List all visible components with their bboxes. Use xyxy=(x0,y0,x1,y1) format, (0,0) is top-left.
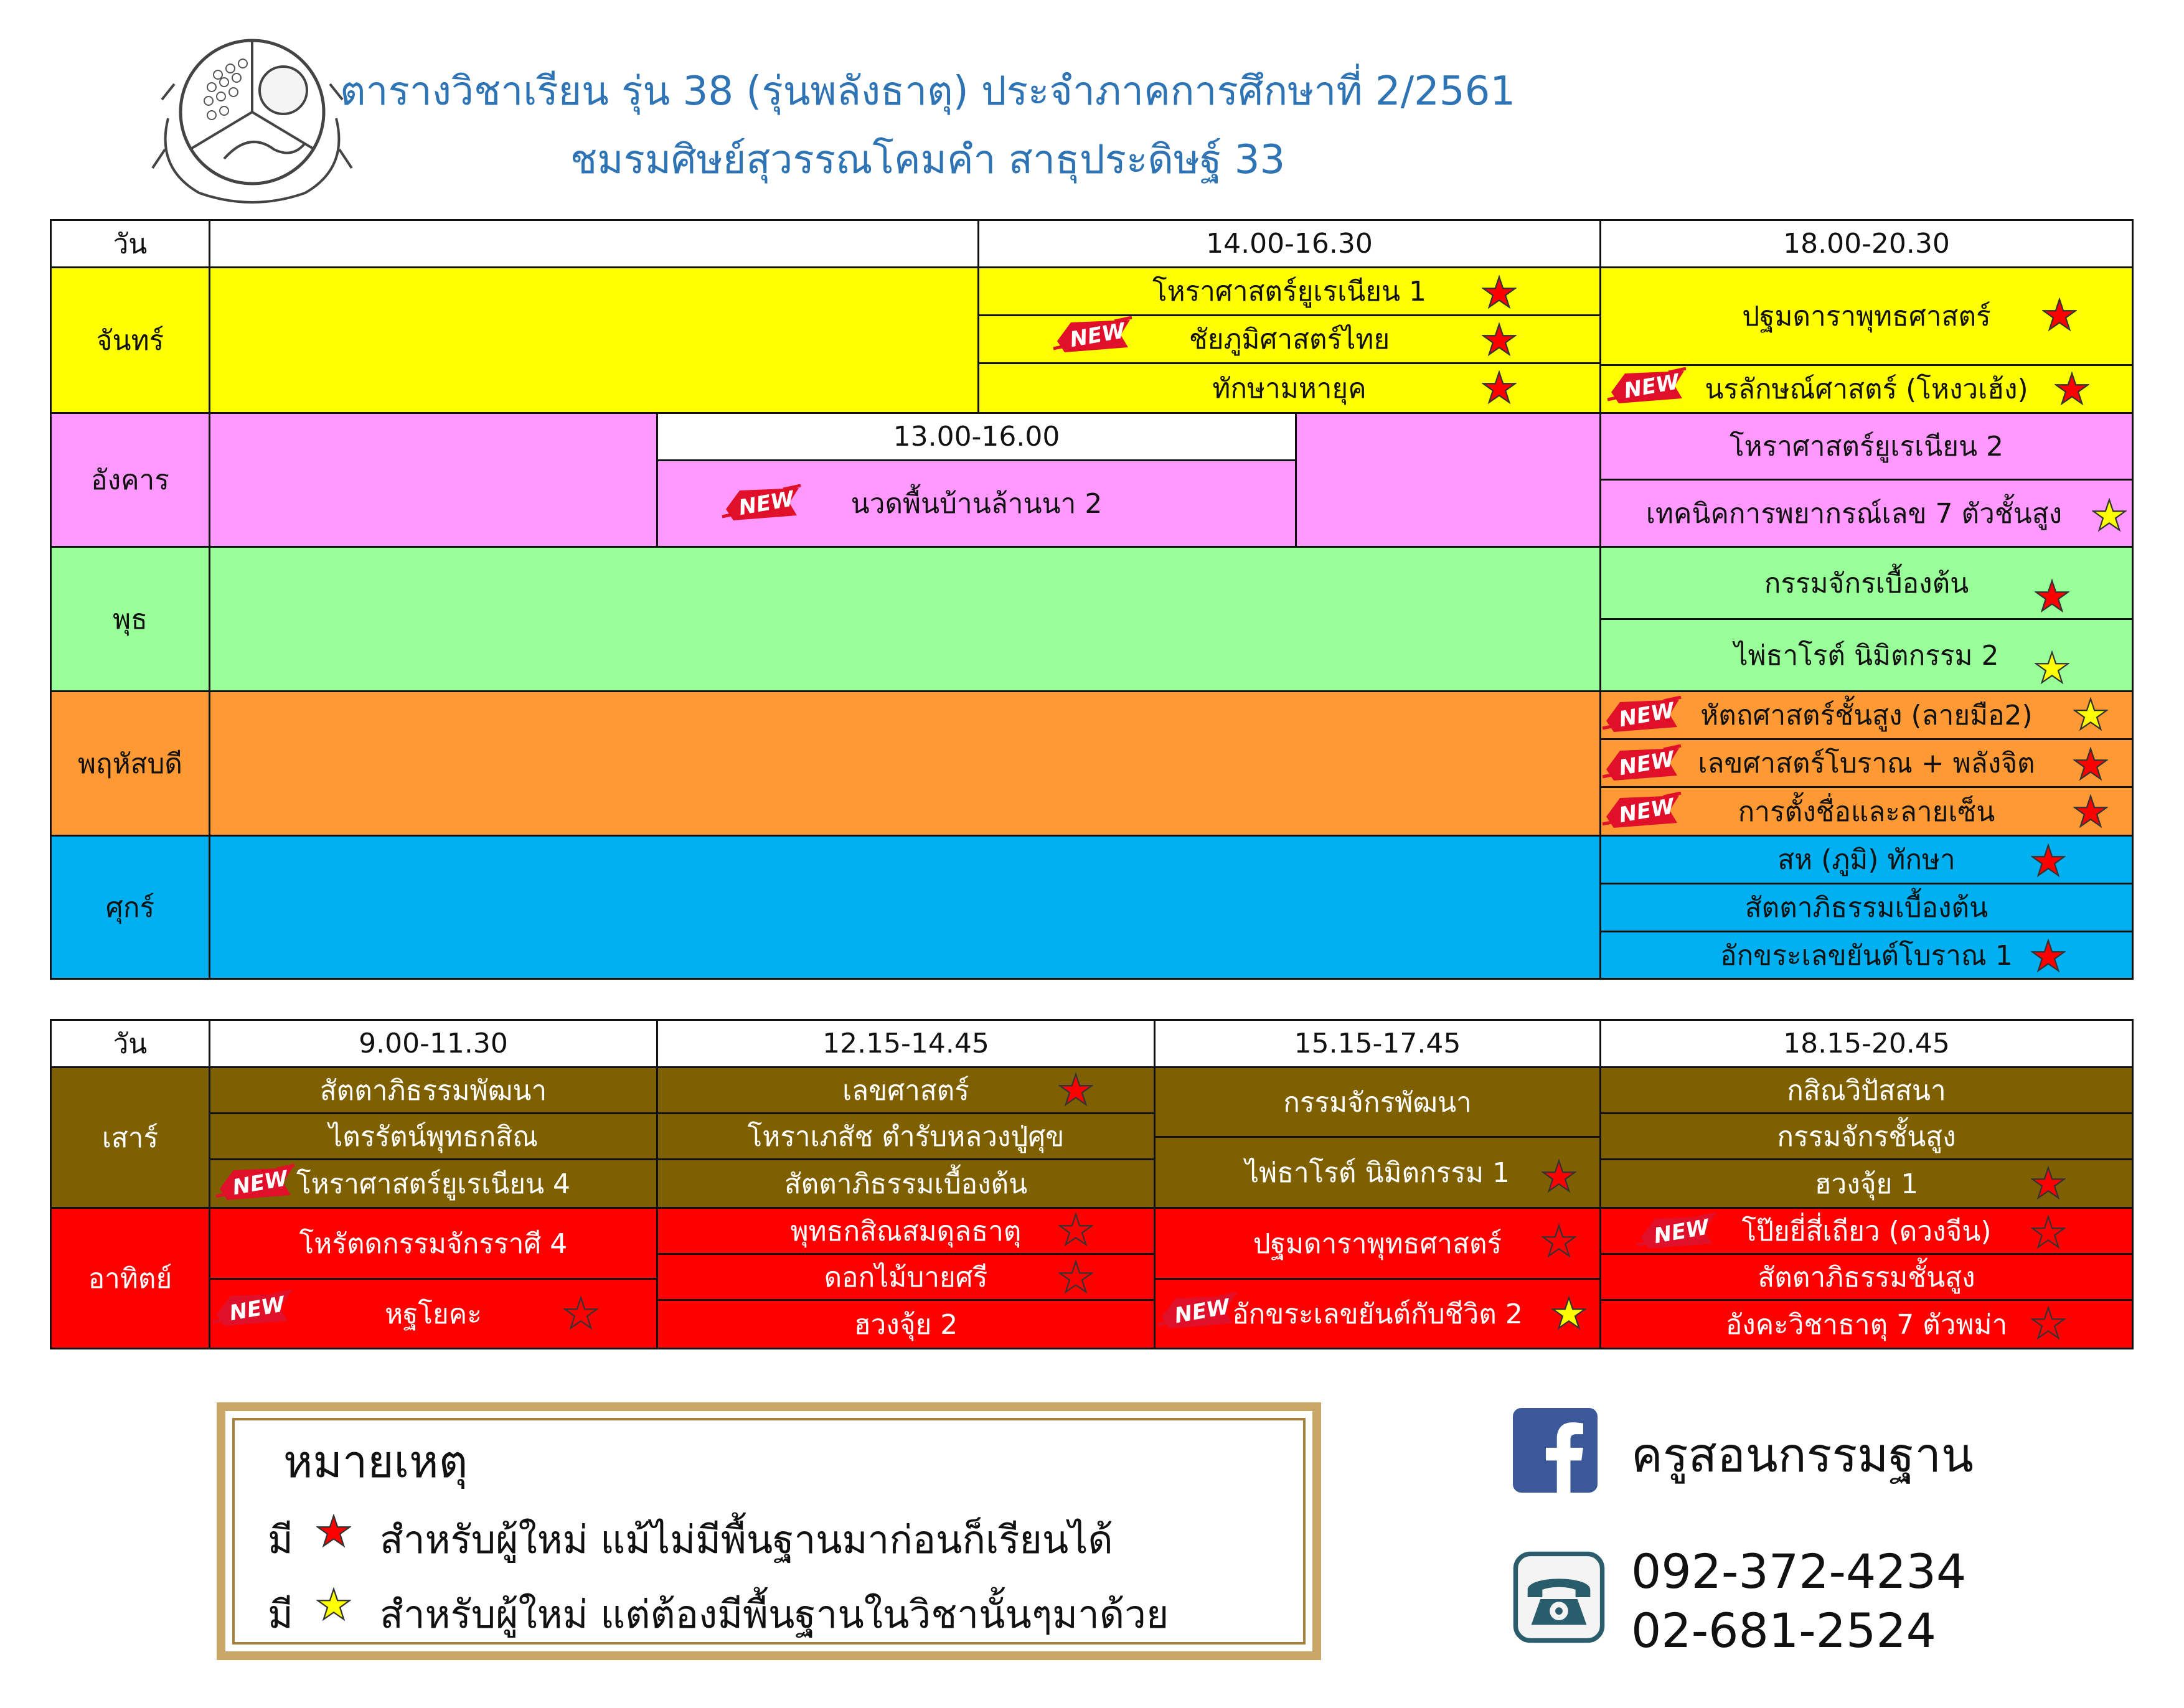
tuesday-course-massage: นวดพื้นบ้านล้านนา 2 xyxy=(656,459,1297,548)
friday-course-yantra: อักขระเลขยันต์โบราณ 1 xyxy=(1599,931,2134,980)
facebook-page-name[interactable]: ครูสอนกรรมฐาน xyxy=(1631,1427,1974,1483)
red-star-icon xyxy=(2073,794,2108,829)
outline-star-icon xyxy=(563,1296,598,1331)
sat-c1-0: สัตตาภิธรรมพัฒนา xyxy=(209,1066,658,1114)
sat-c4-0: กสิณวิปัสสนา xyxy=(1599,1066,2134,1114)
sat-c3-0: กรรมจักรพัฒนา xyxy=(1154,1066,1601,1138)
time-header-1300: 13.00-16.00 xyxy=(656,412,1297,461)
new-badge-icon xyxy=(721,484,802,523)
sun-c1-0: โหรัตดกรรมจักรราศี 4 xyxy=(209,1207,658,1280)
tuesday-course-uranian2: โหราศาสตร์ยูเรเนียน 2 xyxy=(1599,412,2134,481)
new-badge-icon xyxy=(212,1290,293,1328)
sat-c4-2: ฮวงจุ้ย 1 xyxy=(1599,1158,2134,1209)
yellow-star-icon xyxy=(2092,498,2127,533)
wednesday-course-karmachakra: กรรมจักรเบื้องต้น xyxy=(1599,546,2134,620)
phone-number-1[interactable]: 092-372-4234 xyxy=(1631,1544,1967,1599)
legend-red-note: สำหรับผู้ใหม่ แม้ไม่มีพื้นฐานมาก่อนก็เรียนได้ xyxy=(380,1517,1113,1562)
day-header: วัน xyxy=(50,219,210,268)
time-header-0900: 9.00-11.30 xyxy=(209,1019,658,1068)
monday-course-taksa: ทักษามหายุค xyxy=(977,362,1601,414)
outline-star-icon xyxy=(2031,1306,2066,1341)
sun-c4-2: อังคะวิชาธาตุ 7 ตัวพม่า xyxy=(1599,1299,2134,1349)
new-badge-icon xyxy=(1157,1292,1238,1331)
weekend-day-header: วัน xyxy=(50,1019,210,1068)
day-monday: จันทร์ xyxy=(50,266,210,414)
new-badge-icon xyxy=(1601,792,1682,830)
red-star-icon xyxy=(1542,1159,1576,1194)
sun-c1-1: หฐโยคะ xyxy=(209,1278,658,1349)
day-tuesday: อังคาร xyxy=(50,412,210,548)
red-star-icon xyxy=(2031,843,2066,878)
time-header-1815: 18.15-20.45 xyxy=(1599,1019,2134,1068)
time-header-1400: 14.00-16.30 xyxy=(977,219,1601,268)
new-badge-icon xyxy=(215,1164,296,1203)
new-badge-icon xyxy=(1601,744,1682,783)
outline-star-icon xyxy=(1542,1224,1576,1259)
sat-c1-1: ไตรรัตน์พุทธกสิณ xyxy=(209,1112,658,1160)
outline-star-icon xyxy=(1058,1260,1093,1295)
sun-c2-2: ฮวงจุ้ย 2 xyxy=(656,1299,1156,1349)
wednesday-empty xyxy=(209,546,1601,692)
sun-c2-0: พุทธกสิณสมดุลธาตุ xyxy=(656,1207,1156,1255)
sun-c3-0: ปฐมดาราพุทธศาสตร์ xyxy=(1154,1207,1601,1280)
page-title: ตารางวิชาเรียน รุ่น 38 (รุ่นพลังธาตุ) ประจำภาคการศึกษาที่ 2/2561 xyxy=(339,68,1516,115)
day-thursday: พฤหัสบดี xyxy=(50,690,210,837)
sat-c2-2: สัตตาภิธรรมเบื้องต้น xyxy=(656,1158,1156,1209)
thursday-course-palmistry: หัตถศาสตร์ชั้นสูง (ลายมือ2) xyxy=(1599,690,2134,740)
sun-c4-0: โป๊ยยี่สี่เถียว (ดวงจีน) xyxy=(1599,1207,2134,1255)
friday-course-taksa: สห (ภูมิ) ทักษา xyxy=(1599,835,2134,884)
new-badge-icon xyxy=(1052,316,1133,355)
telephone-icon xyxy=(1513,1551,1605,1643)
sun-c4-1: สัตตาภิธรรมชั้นสูง xyxy=(1599,1253,2134,1301)
outline-star-icon xyxy=(1058,1213,1093,1247)
yellow-star-icon xyxy=(2035,650,2069,685)
yellow-star-icon xyxy=(2073,697,2108,732)
sun-c2-1: ดอกไม้บายศรี xyxy=(656,1253,1156,1301)
red-star-icon xyxy=(1482,370,1517,405)
time-header-1515: 15.15-17.45 xyxy=(1154,1019,1601,1068)
yellow-star-icon xyxy=(316,1587,351,1622)
red-star-icon xyxy=(2031,1166,2066,1201)
red-star-icon xyxy=(2055,372,2089,406)
outline-star-icon xyxy=(2031,1215,2066,1250)
monday-course-uranian1: โหราศาสตร์ยูเรเนียน 1 xyxy=(977,266,1601,316)
day-saturday: เสาร์ xyxy=(50,1066,210,1209)
red-star-icon xyxy=(1482,275,1517,310)
legend-title: หมายเหตุ xyxy=(283,1435,468,1488)
new-badge-icon xyxy=(1636,1213,1717,1251)
red-star-icon xyxy=(2031,939,2066,974)
legend-prefix-red: มี xyxy=(268,1517,293,1562)
day-wednesday: พุธ xyxy=(50,546,210,692)
friday-empty xyxy=(209,835,1601,980)
time-header-1800: 18.00-20.30 xyxy=(1599,219,2134,268)
red-star-icon xyxy=(2042,298,2077,332)
new-badge-icon xyxy=(1606,367,1687,406)
monday-empty xyxy=(209,266,979,414)
sat-c2-1: โหราเภสัช ตำรับหลวงปู่ศุข xyxy=(656,1112,1156,1160)
red-star-icon xyxy=(2073,747,2108,782)
friday-course-sattabhidhamma: สัตตาภิธรรมเบื้องต้น xyxy=(1599,883,2134,932)
new-badge-icon xyxy=(1601,696,1682,734)
empty-header xyxy=(209,219,979,268)
yellow-star-icon xyxy=(1551,1296,1586,1331)
wednesday-course-tarot2: ไพ่ธาโรต์ นิมิตกรรม 2 xyxy=(1599,618,2134,692)
tuesday-empty-1 xyxy=(209,412,658,548)
sat-c3-1: ไพ่ธาโรต์ นิมิตกรรม 1 xyxy=(1154,1136,1601,1209)
sat-c4-1: กรรมจักรชั้นสูง xyxy=(1599,1112,2134,1160)
phone-number-2[interactable]: 02-681-2524 xyxy=(1631,1603,1937,1658)
day-friday: ศุกร์ xyxy=(50,835,210,980)
legend-yellow-note: สำหรับผู้ใหม่ แต่ต้องมีพื้นฐานในวิชานั้นๆมาด้วย xyxy=(380,1592,1169,1637)
monday-course-chaiyaphum: ชัยภูมิศาสตร์ไทย xyxy=(977,314,1601,364)
monday-course-pathomdara: ปฐมดาราพุทธศาสตร์ xyxy=(1599,266,2134,366)
tuesday-empty-2 xyxy=(1295,412,1601,548)
thursday-course-naming: การตั้งชื่อและลายเซ็น xyxy=(1599,786,2134,837)
sat-c2-0: เลขศาสตร์ xyxy=(656,1066,1156,1114)
thursday-course-numerology: เลขศาสตร์โบราณ + พลังจิต xyxy=(1599,738,2134,788)
red-star-icon xyxy=(316,1514,351,1549)
day-sunday: อาทิตย์ xyxy=(50,1207,210,1349)
legend-prefix-yellow: มี xyxy=(268,1592,293,1637)
sat-c1-2: โหราศาสตร์ยูเรเนียน 4 xyxy=(209,1158,658,1209)
facebook-icon[interactable] xyxy=(1513,1408,1598,1493)
sun-c3-1: อักขระเลขยันต์กับชีวิต 2 xyxy=(1154,1278,1601,1349)
red-star-icon xyxy=(1058,1072,1093,1107)
monday-course-face-reading: นรลักษณ์ศาสตร์ (โหงวเฮ้ง) xyxy=(1599,364,2134,414)
time-header-1215: 12.15-14.45 xyxy=(656,1019,1156,1068)
red-star-icon xyxy=(2035,579,2069,614)
red-star-icon xyxy=(1482,322,1517,357)
tuesday-course-number-prediction: เทคนิคการพยากรณ์เลข 7 ตัวชั้นสูง xyxy=(1599,479,2134,548)
thursday-empty xyxy=(209,690,1601,837)
page-subtitle: ชมรมศิษย์สุวรรณโคมคำ สาธุประดิษฐ์ 33 xyxy=(570,137,1286,183)
